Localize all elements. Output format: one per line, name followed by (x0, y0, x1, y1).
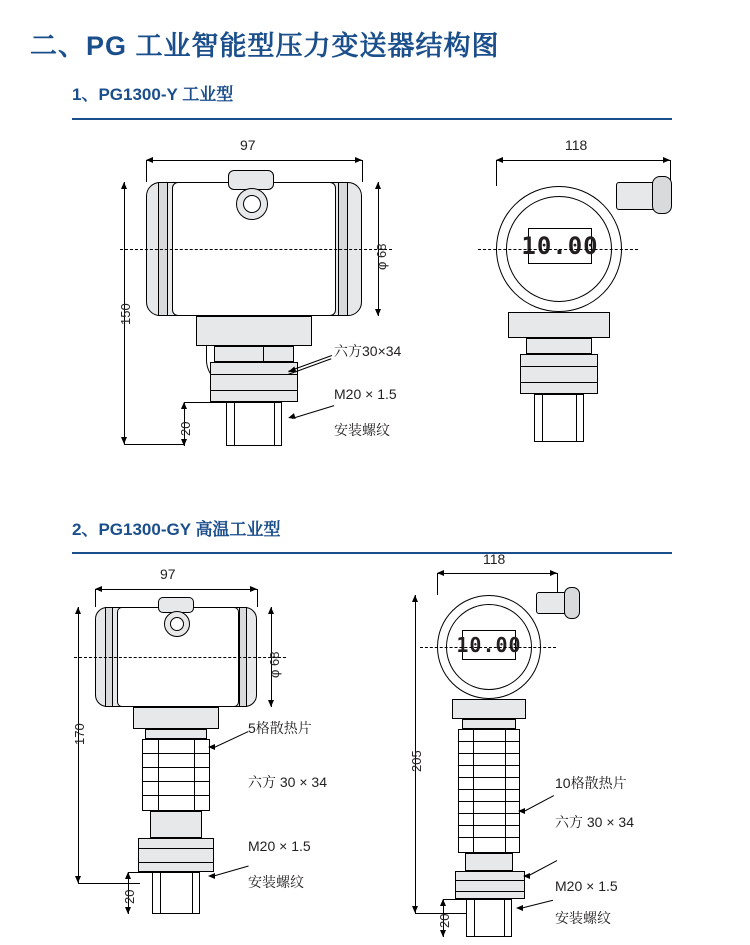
side-hex-edge-2 (520, 382, 598, 383)
dim-label-97-gy: 97 (160, 566, 176, 582)
side-cooling-fin-stack (458, 729, 520, 853)
hex-nut-gy-edge-1 (138, 848, 214, 849)
dim-arrow-up-205 (412, 595, 418, 602)
side-cooling-fin-2 (458, 753, 520, 754)
dim-arrow-down-150 (121, 437, 127, 444)
side-neck-flange-gy (452, 699, 526, 719)
side-neck-collar-gy (462, 719, 516, 729)
side-leader-arrow-hex-gy (523, 873, 530, 879)
ext-line-bottom-170 (78, 883, 140, 884)
dim-label-150: 150 (118, 303, 133, 325)
dim-arrow-up-170 (75, 607, 81, 614)
side-cooling-fin-3 (458, 765, 520, 766)
dim-arrow-up-phi68 (375, 182, 381, 189)
leader-line-fin-gy (212, 731, 249, 749)
callout-thread-spec: M20 × 1.5 (334, 386, 397, 402)
dim-arrow-down-205 (412, 906, 418, 913)
side-cooling-fin-7 (458, 813, 520, 814)
side-hex-edge-1 (520, 366, 598, 367)
callout-thread-label: 安装螺纹 (334, 422, 390, 438)
side-leader-line-hex-gy (527, 860, 557, 877)
side-leader-line-fin-gy (522, 795, 554, 813)
cooling-fin-1 (142, 753, 210, 754)
cooling-fin-4 (142, 795, 210, 796)
neck-flange (196, 316, 312, 346)
dim-line-118 (496, 160, 670, 161)
fin-core-line-1 (158, 739, 159, 811)
side-hex-neck-gy (465, 853, 513, 871)
centerline-horizontal-gy (74, 657, 286, 658)
dim-arrow-down-170 (75, 876, 81, 883)
side-leader-arrow-thread-gy (516, 905, 523, 911)
side-cooling-fin-9 (458, 837, 520, 838)
hex-nut (210, 362, 298, 402)
callout-fin-count-gy: 5格散热片 (248, 720, 312, 736)
figure-1-divider (72, 118, 672, 120)
top-boss (228, 170, 274, 190)
side-cooling-fin-5 (458, 789, 520, 790)
thread-line-1 (234, 402, 235, 446)
callout-hex-size: 六方30×34 (334, 343, 402, 359)
centerline-horizontal (120, 249, 392, 250)
conduit-cap (652, 176, 672, 214)
side-callout-fin-count-gy: 10格散热片 (555, 775, 627, 791)
dim-arrow-down-20 (181, 439, 187, 446)
thread-gy-line-2 (192, 872, 193, 914)
figure-1-heading: 1、PG1300-Y 工业型 (72, 85, 234, 104)
centerline-side-horizontal-gy (420, 647, 556, 648)
cooling-fin-stack (142, 739, 210, 811)
dim-arrow-down-20-side-gy (440, 930, 446, 937)
dim-label-20-side-gy: 20 (437, 913, 452, 928)
side-cooling-fin-8 (458, 825, 520, 826)
side-thread-line-2 (576, 394, 577, 442)
dim-arrow-down-20-gy (125, 907, 131, 914)
callout-thread-spec-gy: M20 × 1.5 (248, 838, 311, 854)
ext-line-left-97 (146, 160, 147, 182)
dim-label-20: 20 (178, 421, 193, 436)
side-process-thread-gy (466, 899, 512, 937)
hex-nut-gy-edge-2 (138, 862, 214, 863)
dim-arrow-up-20-side-gy (440, 899, 446, 906)
dim-line-118-gy (437, 573, 557, 574)
hex-nut-edge-2 (210, 390, 298, 391)
cable-gland-inner (243, 195, 261, 213)
ext-line-right-97-gy (257, 589, 258, 607)
dim-label-118: 118 (565, 137, 588, 153)
dim-arrow-left-118 (496, 157, 503, 163)
side-thread-line-1 (542, 394, 543, 442)
dim-arrow-right-118-gy (550, 570, 557, 576)
dim-arrow-right-97 (355, 157, 362, 163)
conduit-cap-gy (564, 587, 580, 619)
side-callout-thread-label-gy: 安装螺纹 (555, 910, 611, 926)
leader-arrow-thread-gy (208, 873, 215, 879)
dim-arrow-down-phi68 (375, 309, 381, 316)
dim-arrow-left-97 (146, 157, 153, 163)
side-thread-gy-line-1 (474, 899, 475, 937)
ext-line-top-20-gy (128, 872, 154, 873)
leader-line-thread (292, 405, 334, 419)
side-hex-nut-gy (455, 871, 525, 899)
ext-line-right-97 (362, 160, 363, 182)
dim-arrow-up-20 (181, 402, 187, 409)
dim-arrow-up-phi68-gy (268, 607, 274, 614)
dim-line-170 (78, 607, 79, 883)
cooling-fin-3 (142, 781, 210, 782)
lcd-display: 10.00 (528, 228, 592, 264)
hex-nut-edge-1 (210, 374, 298, 375)
cooling-fin-2 (142, 767, 210, 768)
dim-line-97 (146, 160, 362, 161)
ext-line-left-97-gy (95, 589, 96, 607)
figure-2-divider (72, 552, 672, 554)
ext-line-top-20 (184, 402, 228, 403)
side-cooling-fin-4 (458, 777, 520, 778)
side-leader-arrow-fin-gy (518, 808, 525, 814)
dim-label-20-gy: 20 (122, 889, 137, 904)
dim-label-97: 97 (240, 137, 256, 153)
dim-label-phi68: φ 68 (374, 243, 389, 270)
ext-line-left-118-gy (437, 573, 438, 595)
hex-neck-gy (150, 811, 202, 838)
ext-line-bottom-150 (124, 444, 184, 445)
side-neck-flange (508, 312, 610, 338)
fin-core-line-2 (194, 739, 195, 811)
neck-flange-gy (133, 707, 219, 729)
side-thread-gy-line-2 (504, 899, 505, 937)
side-callout-hex-size-gy: 六方 30 × 34 (555, 814, 634, 830)
thread-gy-line-1 (160, 872, 161, 914)
page-title: 二、PG 工业智能型压力变送器结构图 (30, 31, 500, 61)
dim-arrow-up-20-gy (125, 872, 131, 879)
dim-arrow-left-97-gy (95, 586, 102, 592)
side-callout-thread-spec-gy: M20 × 1.5 (555, 878, 618, 894)
side-fin-core-line-2 (505, 729, 506, 853)
ext-line-top-20-side-gy (443, 899, 469, 900)
side-hex-gy-edge-2 (455, 891, 525, 892)
side-fin-core-line-1 (473, 729, 474, 853)
side-hex-nut (520, 354, 598, 394)
dim-label-170: 170 (72, 723, 87, 745)
dim-arrow-down-phi68-gy (268, 700, 274, 707)
dim-label-phi68-gy: φ 68 (267, 651, 282, 678)
side-cooling-fin-1 (458, 741, 520, 742)
side-neck-collar (526, 338, 592, 354)
figure-2-heading: 2、PG1300-GY 高温工业型 (72, 520, 281, 539)
dim-line-97-gy (95, 589, 257, 590)
dim-arrow-up-150 (121, 182, 127, 189)
dim-label-205: 205 (409, 750, 424, 772)
hex-nut-gy (138, 838, 214, 872)
centerline-side-horizontal (478, 249, 638, 250)
dim-label-118-gy: 118 (483, 551, 506, 567)
thread-line-2 (274, 402, 275, 446)
dim-arrow-right-97-gy (250, 586, 257, 592)
neck-collar-gy (145, 729, 207, 739)
ext-line-left-118 (496, 160, 497, 186)
leader-line-thread-gy (212, 866, 249, 877)
side-cooling-fin-6 (458, 801, 520, 802)
dim-arrow-right-118 (663, 157, 670, 163)
callout-hex-size-gy: 六方 30 × 34 (248, 774, 327, 790)
lcd-display-gy: 10.00 (462, 630, 516, 660)
cable-gland-inner-gy (170, 617, 184, 631)
side-leader-line-thread-gy (520, 900, 553, 909)
dim-arrow-left-118-gy (437, 570, 444, 576)
side-hex-gy-edge-1 (455, 880, 525, 881)
leader-arrow-thread (287, 413, 295, 421)
leader-arrow-fin-gy (208, 744, 215, 750)
callout-thread-label-gy: 安装螺纹 (248, 874, 304, 890)
